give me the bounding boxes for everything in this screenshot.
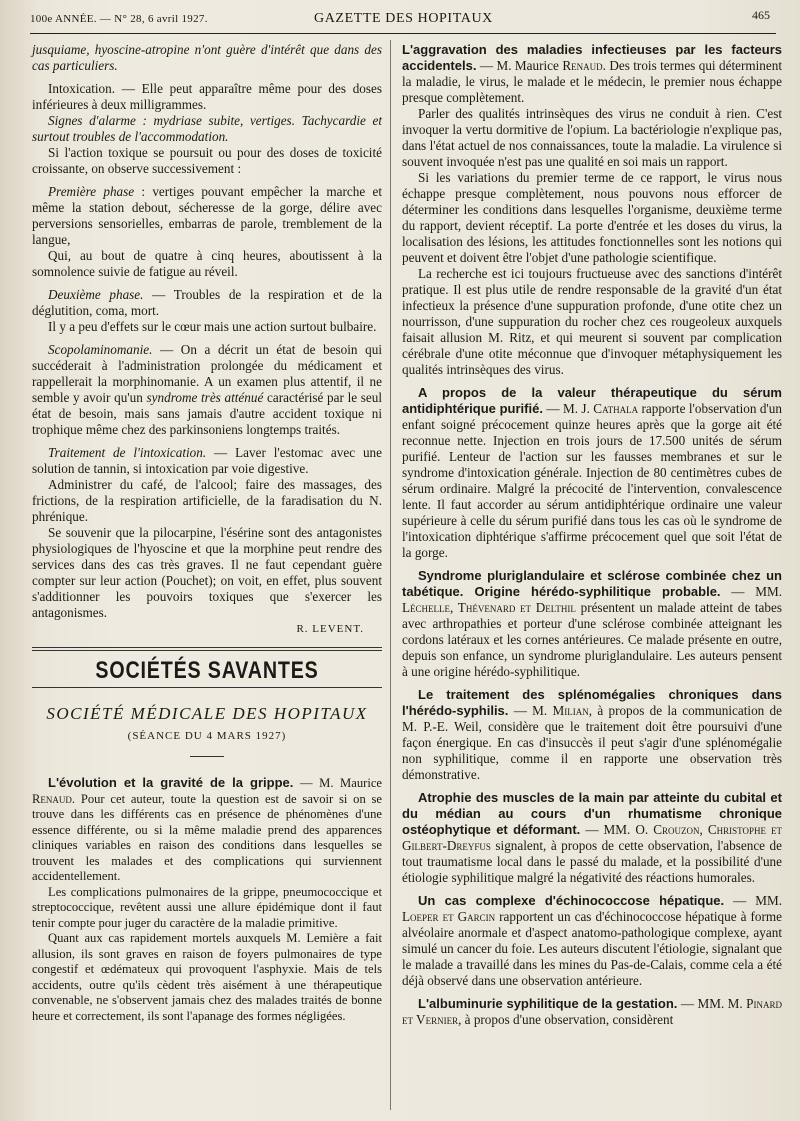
text-splenomegalies-pre: — M. (508, 703, 553, 718)
title-pluriglandulaire: Syndrome pluriglandulaire et sclérose combinée chez un tabétique. Origine hérédo-syphilitique probable. (402, 568, 782, 599)
authors-echinococcose: Loeper et Garcin (402, 909, 496, 924)
paragraph-qui: Qui, au bout de quatre à cinq heures, aboutissent à la somnolence suivie de fatigue au réveil. (32, 248, 382, 279)
author-aggravation: Renaud (562, 58, 603, 73)
paragraph-deuxieme-phase (32, 287, 382, 319)
paragraph-atrophie (402, 790, 782, 886)
text-splenomegalies: , à propos de la communication de M. P.-E. Weil, considère que le traitement doit être poursuivi d'une façon énergique. En cas d'insuccès il peut s'agir d'une splénomégalie non syphilitique, comme il en rapporte une observation très démonstrative. (402, 703, 783, 782)
right-column (402, 42, 782, 1028)
title-serum: A propos de la valeur thérapeutique du sérum antidiphtérique purifié. (402, 385, 782, 416)
text-albuminurie-pre: — MM. M. (677, 996, 747, 1011)
header-rule (30, 33, 776, 34)
paragraph-jusquiame (32, 42, 382, 74)
authors-pluriglandulaire: Léchelle, Thévenard et Delthil (402, 600, 576, 615)
title-aggravation: L'aggravation des maladies infectieuses par les facteurs accidentels. (402, 42, 782, 73)
journal-title: GAZETTE DES HOPITAUX (314, 11, 493, 26)
paragraph-echinococcose (402, 893, 782, 989)
paragraph-splenomegalies (402, 687, 782, 783)
author-grippe: Renaud (32, 791, 72, 806)
title-echinococcose: Un cas complexe d'échinococcose hépatique. (418, 893, 725, 908)
text-premiere-phase: : vertiges pouvant empêcher la marche et même la station debout, sécheresse de la gorge, délire avec perversions sensorielles, embarras de parole, tremblement de la langue, (32, 184, 382, 247)
authors-atrophie: Crouzon, Christophe et Gilbert-Dreyfus (402, 822, 782, 853)
text-albuminurie: , à propos d'une observation, considèrent (458, 1012, 674, 1027)
short-rule (190, 756, 224, 757)
paragraph-qualites-virus: Parler des qualités intrinsèques des virus ne conduit à rien. C'est invoquer la vertu dormitive de l'opium. La bactériologie n'explique pas, dans l'état actuel de nos connaissances, toute la maladie. La virulence si souvent invoquée n'est pas une qualité en soi mais un rapport. (402, 106, 782, 169)
paragraph-variations: Si les variations du premier terme de ce rapport, le virus nous échappe presque complètement, nous pouvons nous efforcer de déterminer les conditions dans lesquelles l'organisme, deuxième terme du rapport, devient réceptif. La porte d'entrée et les doses du virus, la localisation des lésions, les attitudes fonctionnelles sont les notions qui peuvent et doivent être l'objet d'une pathologie scientifique. (402, 170, 782, 265)
grippe-section (32, 775, 382, 1024)
paragraph-coeur: Il y a peu d'effets sur le cœur mais une action surtout bulbaire. (48, 319, 377, 334)
text-aggravation-pre: — M. Maurice (476, 58, 563, 73)
text-traitement: — Laver l'estomac avec une solution de tannin, si intoxication par voie digestive. (32, 445, 382, 476)
paragraph-albuminurie (402, 996, 782, 1028)
paragraph-signes: Signes d'alarme : mydriase subite, vertiges. Tachycardie et surtout troubles de l'accommodation. (32, 113, 382, 144)
left-column (32, 42, 382, 1024)
authors-albuminurie: Pinard et Vernier (402, 996, 782, 1027)
page-number: 465 (752, 8, 770, 22)
text-pluriglandulaire: présentent un malade atteint de tabes avec arthropathies et porteur d'une sclérose combinée atteignant les cordons latéraux et les cornes antérieures. Ce malade présente en outre, depuis son enfance, un syndrome pluriglandulaire. Les auteurs pensent à une origine hérédo-syphilitique. (402, 600, 782, 679)
text-intoxication: — Elle peut apparaître même pour des doses inférieures à deux milligrammes. (32, 81, 382, 112)
paragraph-premiere-phase (32, 184, 382, 248)
paragraph-scopolaminomanie (32, 342, 382, 438)
section-heading-rule (32, 687, 382, 688)
text-echinococcose-pre: — MM. (724, 893, 783, 908)
title-atrophie: Atrophie des muscles de la main par atteinte du cubital et du médian au cours d'un rhumatisme chronique ostéophytique et déformant. (402, 790, 782, 837)
label-scopolaminomanie: Scopolaminomanie. (48, 342, 153, 357)
text-jusquiame: jusquiame, hyoscine-atropine n'ont guère d'intérêt que dans des cas particuliers. (32, 42, 382, 73)
paragraph-pluriglandulaire (402, 568, 782, 680)
text-echinococcose: rapportent un cas d'échinococcose hépatique à forme alvéolaire anormale et d'aspect anatomo-pathologique complexe, ayant simulé un cancer du foie. Les auteurs discutent l'étiologie, signalant que le malade a travaillé dans les mines du Pas-de-Calais, comme cela a été déjà observé dans une observation antérieure. (402, 909, 782, 988)
text-atrophie: signalent, à propos de cette observation, l'absence de tout traumatisme local dans le passé du malade, et la possibilité d'une étiologie syphilitique malgré la négativité des réactions humorales. (402, 838, 782, 885)
paragraph-serum (402, 385, 782, 561)
paragraph-grippe-complications: Les complications pulmonaires de la grippe, pneumococcique et streptococcique, revêtent aussi une allure épidémique dont il faut tenir compte pour juger du caractère de la maladie primitive. (32, 884, 382, 930)
text-serum-pre: — M. J. (542, 401, 594, 416)
section-double-rule (32, 647, 382, 651)
text-pluriglandulaire-pre: — MM. (720, 584, 782, 599)
running-head (30, 4, 778, 30)
title-albuminurie: L'albuminurie syphilitique de la gestation. (418, 996, 678, 1011)
text-scopolaminomanie-b: caractérisé par le seul état de besoin, mais sans jamais d'autre accident toxique ni trophique même chez des parkinsoniens longtemps traités. (32, 390, 383, 437)
paragraph-aggravation (402, 42, 782, 106)
text-aggravation: . Des trois termes qui déterminent la maladie, le virus, le malade et le médecin, le premier nous échappe presque complètement. (402, 58, 782, 105)
paragraph-grippe-mortels: Quant aux cas rapidement mortels auxquels M. Lemière a fait allusion, ils sont graves en raison de foyers pulmonaires de type congestif et œdémateux qui provoquent l'asphyxie. Mais de tels accidents, outre qu'ils cèdent très aisément à une thérapeutique convenable, ne s'observent jamais chez des malades traités de bonne heure et correctement, ils sont l'apanage des formes négligées. (32, 931, 382, 1023)
text-serum: rapporte l'observation d'un enfant soigné précocement quinze heures après que la gorge ait été reconnue nette. Injection en trois jours de 17.500 unités de sérum purifié. Lenteur de l'action sur les fausses membranes et sur le syndrome d'intoxication générale. Injection de 80 centimètres cubes de sérum ordinaire. Malgré la précocité de l'intervention, convalescence lente. Il faut accorder au sérum antidiphtérique ordinaire une valeur supérieure à celle du sérum purifié dans tous les cas où le syndrome de l'intoxication diphtérique s'affirme précocement quel que soit l'état de la gorge. (402, 401, 782, 560)
text-syndrome-attenue: syndrome très atténué (146, 390, 264, 405)
section-heading-societes: SOCIÉTÉS SAVANTES (95, 657, 319, 684)
author-signature: R. LEVENT. (296, 623, 364, 635)
author-serum: Cathala (593, 401, 639, 416)
paragraph-intoxication (32, 81, 382, 113)
title-grippe: L'évolution et la gravité de la grippe. (48, 775, 294, 790)
label-traitement: Traitement de l'intoxication. (48, 445, 207, 460)
author-splenomegalies: Milian (552, 703, 589, 718)
text-atrophie-pre: — MM. O. (580, 822, 654, 837)
text-scopolaminomanie-a: — On a décrit un état de besoin qui succéderait à l'administration prolongée du médicament et rappellerait la morphinomanie. A un examen plus attentif, il ne semble y avoir qu'un (32, 342, 382, 405)
seance-date: (SÉANCE DU 4 MARS 1927) (127, 730, 287, 742)
label-premiere-phase: Première phase (48, 184, 135, 199)
paragraph-grippe (32, 775, 382, 885)
paragraph-action-toxique: Si l'action toxique se poursuit ou pour des doses de toxicité croissante, on observe successivement : (32, 145, 382, 176)
column-separator (390, 40, 391, 1110)
paragraph-recherche: La recherche est ici toujours fructueuse avec des sanctions d'intérêt pratique. Il est plus utile de rendre responsable de la gravité d'un état infectieux la présence d'une suppuration profonde, d'une otite chez un nourrisson, d'une suppuration du rocher chez ces rougeoleux auxquels faisait allusion M. Ritz, et qui meurent si souvent par complication cérébrale d'une otite méconnue que d'invoquer métaphysiquement les qualités intrinsèques des virus. (402, 266, 782, 377)
text-grippe-pre: — M. Maurice (293, 776, 382, 790)
society-name: SOCIÉTÉ MÉDICALE DES HOPITAUX (46, 704, 368, 723)
paragraph-souvenir: Se souvenir que la pilocarpine, l'ésérine sont des antagonistes physiologiques de l'hyoscine et que la morphine peut rendre des services dans des cas très graves. Il ne faut cependant guère compter sur leur action (Pouchet); on voit, en effet, plus souvent s'additionner les pouvoirs toxiques que s'exercer les antagonismes. (32, 525, 382, 620)
text-deuxieme-phase: — Troubles de la respiration et de la déglutition, coma, mort. (32, 287, 383, 318)
paragraph-administrer: Administrer du café, de l'alcool; faire des massages, des frictions, de la respiration artificielle, de la faradisation du N. phrénique. (32, 477, 382, 524)
title-splenomegalies: Le traitement des splénomégalies chroniques dans l'hérédo-syphilis. (402, 687, 782, 718)
issue-info: 100e ANNÉE. — N° 28, 6 avril 1927. (30, 13, 208, 25)
label-deuxieme-phase: Deuxième phase. (48, 287, 144, 302)
heading-intoxication: Intoxication. (48, 81, 116, 96)
text-grippe: . Pour cet auteur, toute la question est de savoir si on se trouve dans les différents cas en présence de phénomènes d'une essence différente, ou si la même maladie prend des apparences cliniques variables en raison des conditions dans lesquelles se trouvent les malades et des complications qui surviennent accidentellement. (32, 791, 382, 883)
paragraph-traitement (32, 445, 382, 477)
